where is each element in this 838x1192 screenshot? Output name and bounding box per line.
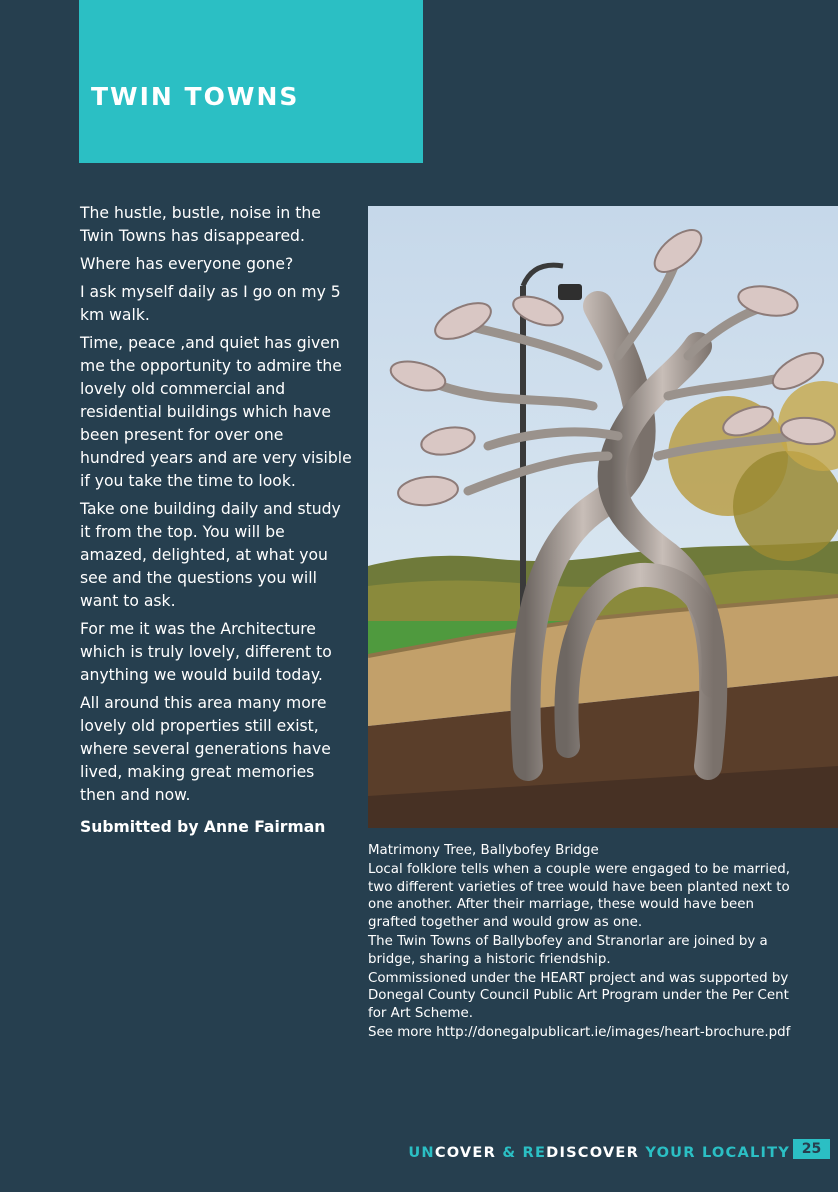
caption-text: Commissioned under the HEART project and was supported by Donegal County Council Public Art Program under the Per Cent for Art Scheme. (368, 970, 789, 1021)
title-box (79, 0, 423, 163)
page-number: 25 (793, 1139, 830, 1159)
caption-text: Local folklore tells when a couple were engaged to be married, two different varieties of tree would have been planted next to one another. After their marriage, these would have been grafted together and would grow as one. (368, 862, 791, 930)
page-title: TWIN TOWNS (91, 82, 300, 111)
paragraph: I ask myself daily as I go on my 5 km walk. (80, 283, 341, 324)
footer-amp: & (496, 1144, 523, 1161)
sculpture-photo (368, 206, 838, 828)
caption-title: Matrimony Tree, Ballybofey Bridge (368, 843, 599, 858)
footer-un: UN (408, 1144, 435, 1161)
footer-re: RE (522, 1144, 547, 1161)
paragraph: All around this area many more lovely old properties still exist, where several generations have lived, making great memories then and now. (80, 694, 331, 804)
footer-locality: YOUR LOCALITY (639, 1144, 790, 1161)
author-signature: Submitted by Anne Fairman (80, 818, 326, 836)
photo-caption (368, 842, 798, 1043)
paragraph: Time, peace ,and quiet has given me the opportunity to admire the lovely old commercial and residential buildings which have been present for over one hundred years and are very visible if you take the time to look. (80, 334, 352, 490)
footer-cover: COVER (434, 1144, 497, 1161)
article-body (80, 202, 352, 844)
caption-text: The Twin Towns of Ballybofey and Stranorlar are joined by a bridge, sharing a historic friendship. (368, 933, 768, 967)
paragraph: Where has everyone gone? (80, 255, 294, 273)
paragraph: For me it was the Architecture which is truly lovely, different to anything we would build today. (80, 620, 332, 684)
footer-tagline (408, 1144, 790, 1161)
paragraph: Take one building daily and study it from the top. You will be amazed, delighted, at what you see and the questions you will want to ask. (80, 500, 341, 610)
caption-link-text: See more http://donegalpublicart.ie/images/heart-brochure.pdf (368, 1024, 791, 1040)
paragraph: The hustle, bustle, noise in the Twin Towns has disappeared. (80, 204, 321, 245)
footer-discover: DISCOVER (546, 1144, 640, 1161)
